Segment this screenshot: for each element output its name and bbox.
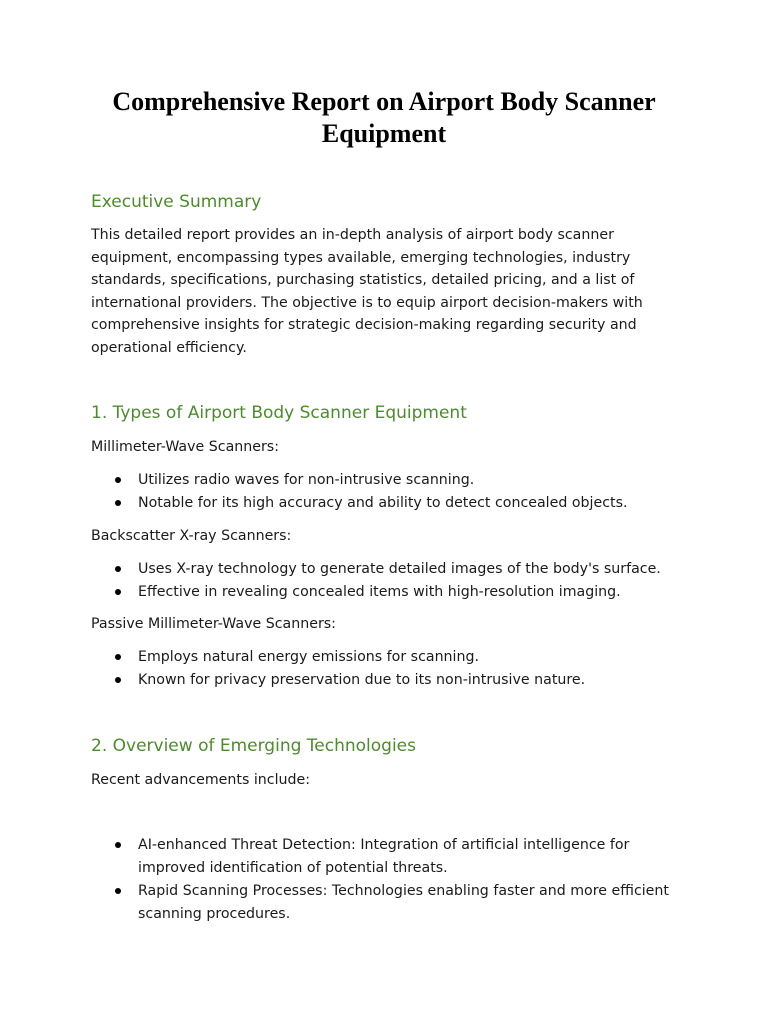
bullet-icon: [115, 888, 121, 894]
bullet-icon: [115, 500, 121, 506]
millimeter-wave-label: Millimeter-Wave Scanners:: [91, 439, 279, 455]
emerging-technologies-heading: 2. Overview of Emerging Technologies: [91, 736, 416, 756]
list-item: Rapid Scanning Processes: Technologies enabling faster and more efficient scanning procedures.: [0, 880, 768, 926]
emerging-intro: Recent advancements include:: [91, 772, 311, 788]
passive-millimeter-wave-label: Passive Millimeter-Wave Scanners:: [91, 616, 336, 632]
list-item: Known for privacy preservation due to its non-intrusive nature.: [0, 669, 768, 692]
bullet-icon: [115, 566, 121, 572]
list-item: Utilizes radio waves for non-intrusive scanning.: [0, 469, 768, 492]
list-item: AI-enhanced Threat Detection: Integration of artificial intelligence for improved identification of potential threats.: [0, 834, 768, 880]
emerging-technologies-list: [0, 834, 768, 926]
list-item: Notable for its high accuracy and ability to detect concealed objects.: [0, 492, 768, 515]
bullet-icon: [115, 477, 121, 483]
backscatter-label: Backscatter X-ray Scanners:: [91, 528, 292, 544]
types-heading: 1. Types of Airport Body Scanner Equipment: [91, 403, 467, 423]
executive-summary-body: This detailed report provides an in-depth analysis of airport body scanner equipment, encompassing types available, emerging technologies, industry standards, specifications, purchasing statistics, detailed pricing, and a list of international providers. The objective is to equip airport decision-makers with comprehensive insights for strategic decision-making regarding security and operational efficiency.: [91, 227, 643, 356]
document-title: Comprehensive Report on Airport Body Scanner Equipment: [112, 87, 656, 148]
list-item: Employs natural energy emissions for scanning.: [0, 646, 768, 669]
millimeter-wave-list: [0, 469, 768, 515]
bullet-icon: [115, 842, 121, 848]
executive-summary-heading: Executive Summary: [91, 192, 262, 212]
list-item: Uses X-ray technology to generate detailed images of the body's surface.: [0, 558, 768, 581]
passive-millimeter-wave-list: [0, 646, 768, 692]
bullet-icon: [115, 677, 121, 683]
bullet-icon: [115, 654, 121, 660]
list-item: Effective in revealing concealed items with high-resolution imaging.: [0, 581, 768, 604]
bullet-icon: [115, 589, 121, 595]
backscatter-list: [0, 558, 768, 604]
